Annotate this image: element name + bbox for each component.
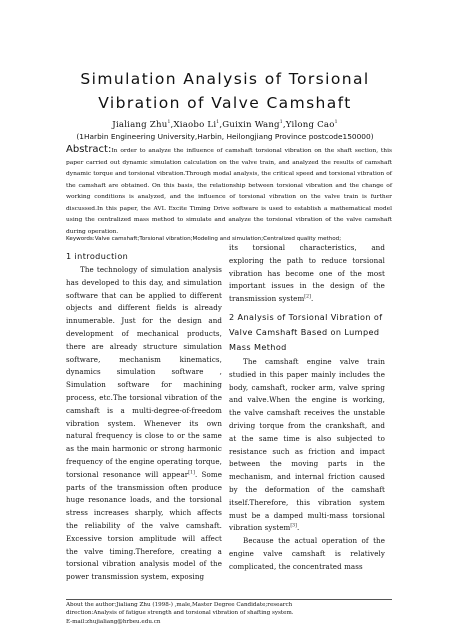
affiliation: (1Harbin Engineering University,Harbin, Heilongjiang Province postcode150000) xyxy=(76,132,374,141)
citation: [1] xyxy=(188,470,195,476)
author-affiliation-marker: 1 xyxy=(216,120,220,126)
citation: [2] xyxy=(304,294,311,300)
paragraph-text: . xyxy=(310,294,314,304)
paragraph-text: . Some parts of the transmission often produce huge resonance loads, and the torsional stress increases sharply, which affects the reliability of the valve camshaft. Excessive torsion amplitude will affect the valve timing.Therefore, creating a torsional vibration analysis model of the power transmission system, exposing xyxy=(66,469,223,582)
author-name: ,Yilong Cao xyxy=(282,120,335,130)
keywords: Keywords:Valve camshaft;Torsional vibration;Modeling and simulation;Centralized quality method; xyxy=(66,236,342,242)
right-column xyxy=(229,242,385,574)
footnote-email: E-mail:zhujialiang@hrbeu.edu.cn xyxy=(66,618,161,625)
author-footnote xyxy=(66,601,396,626)
left-column xyxy=(66,244,222,584)
paper-title-line-2: Vibration of Valve Camshaft xyxy=(98,94,352,112)
body-paragraph xyxy=(66,264,222,584)
body-paragraph xyxy=(229,356,385,535)
author-affiliation-marker: 1 xyxy=(279,120,283,126)
author-name: ,Xiaobo Li xyxy=(170,120,217,130)
author-name: Jialiang Zhu xyxy=(112,120,168,130)
paragraph-text: The camshaft engine valve train studied in this paper mainly includes the body, camshaft, rocker arm, valve spring and valve.When the engine is working, the valve camshaft receives the unstable driving torque from the crankshaft, and at the same time is also subjected to resistance such as friction and impact between the moving parts in the mechanism, and internal friction caused by the deformation of the camshaft itself.Therefore, this vibration system must be a damped multi-mass torsional vibration system xyxy=(229,356,385,533)
body-paragraph: Because the actual operation of the engine valve camshaft is relatively complicated, the concentrated mass xyxy=(229,536,385,571)
citation: [3] xyxy=(290,523,298,529)
author-affiliation-marker: 1 xyxy=(334,120,338,126)
paragraph-text: . xyxy=(297,523,300,533)
footnote-line: direction:Analysis of fatigue strength and torsional vibration of shafting system. xyxy=(66,610,294,617)
abstract-text: In order to analyze the influence of camshaft torsional vibration on the shaft section, this paper carried out dynamic simulation calculation on the valve train, and analyzed the results of camshaft dynamic torque and torsional vibration.Through modal analysis, the critical speed and torsional vibration of the camshaft are obtained. On this basis, the relationship between torsional vibration and the change of working conditions is analyzed, and the influence of torsional vibration on the valve train is further discussed.In this paper, the AVL Excite Timing Drive software is used to establish a mathematical model using the centralized mass method to simulate and analyze the torsional vibration of the valve camshaft during operation. xyxy=(66,148,392,235)
abstract-label: Abstract: xyxy=(66,144,112,155)
section-heading-introduction: 1 introduction xyxy=(66,251,129,261)
footnote-divider xyxy=(66,599,392,600)
paragraph-text: The technology of simulation analysis has developed to this day, and simulation software that can be applied to different objects and different fields is already innumerable. Just for the design and development of mechanical products, there are already structure simulation software, mechanism kinematics, dynamics simulation software , Simulation software for machining process, etc.The torsional vibration of the camshaft is a multi-degree-of-freedom vibration system. Whenever its own natural frequency is close to or the same as the main harmonic or strong harmonic frequency of the engine operating torque, torsional resonance will appear xyxy=(66,265,222,479)
abstract xyxy=(66,144,392,238)
author-list xyxy=(0,120,450,130)
paragraph-text: its torsional characteristics, and exploring the path to reduce torsional vibration has become one of the most important issues in the design of the transmission system xyxy=(229,243,385,304)
section-heading-method: 2 Analysis of Torsional Vibration of Valve Camshaft Based on Lumped Mass Method xyxy=(229,311,383,352)
paper-title-line-1: Simulation Analysis of Torsional xyxy=(80,70,370,88)
footnote-line: About the author:Jialiang Zhu (1998-) ,male,Master Degree Candidate;research xyxy=(66,602,293,608)
author-name: ,Guixin Wang xyxy=(219,120,280,130)
body-paragraph xyxy=(229,242,385,306)
author-affiliation-marker: 1 xyxy=(167,120,171,126)
